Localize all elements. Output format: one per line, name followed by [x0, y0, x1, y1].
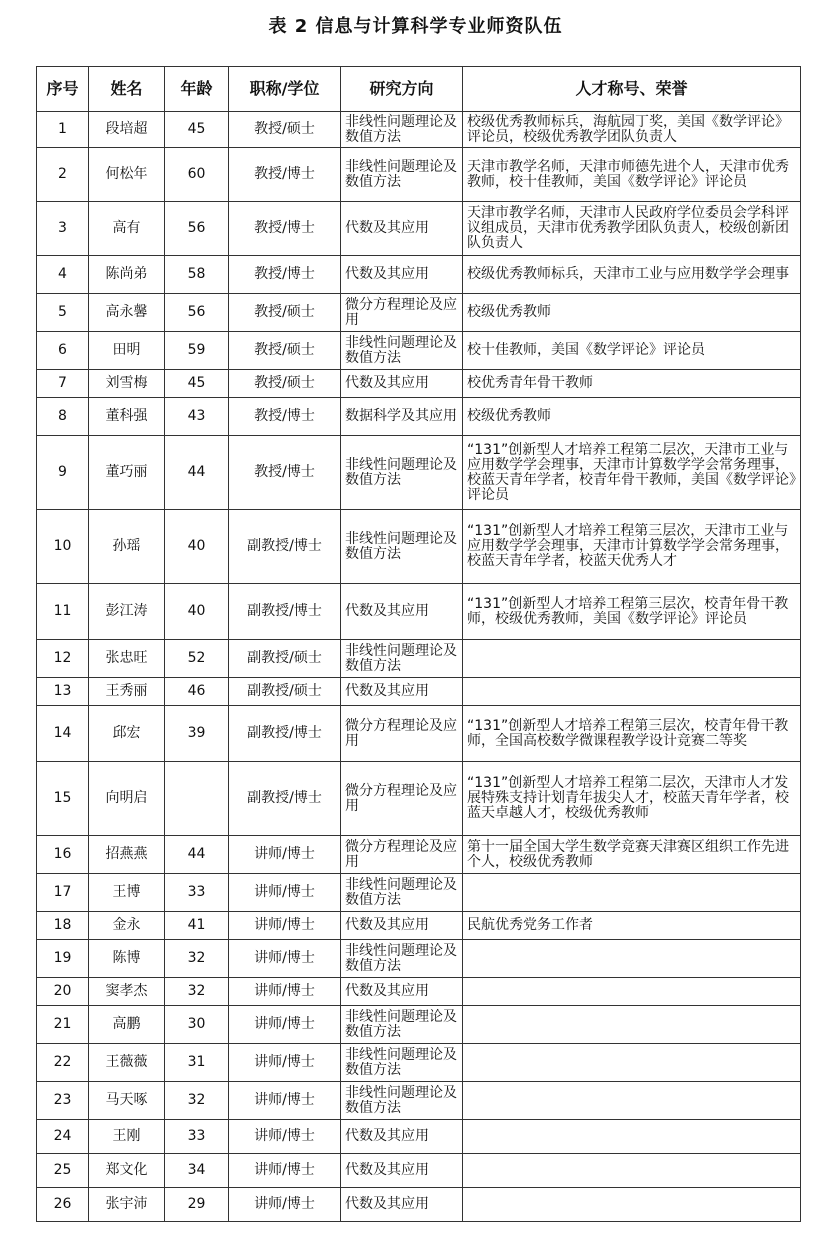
cell-title-degree: 讲师/博士: [229, 912, 341, 940]
cell-honors: 校级优秀教师标兵，天津市工业与应用数学学会理事: [463, 256, 801, 294]
cell-research-direction: 微分方程理论及应用: [341, 706, 463, 762]
cell-honors: 校十佳教师，美国《数学评论》评论员: [463, 332, 801, 370]
cell-index: 23: [37, 1082, 89, 1120]
cell-honors: 天津市教学名师，天津市师德先进个人，天津市优秀教师，校十佳教师，美国《数学评论》评论员: [463, 148, 801, 202]
cell-age: 40: [165, 510, 229, 584]
header-index: 序号: [37, 67, 89, 112]
cell-research-direction: 数据科学及其应用: [341, 398, 463, 436]
cell-name: 金永: [89, 912, 165, 940]
cell-title-degree: 副教授/硕士: [229, 678, 341, 706]
cell-name: 邱宏: [89, 706, 165, 762]
cell-research-direction: 非线性问题理论及数值方法: [341, 940, 463, 978]
table-row: [37, 678, 801, 706]
cell-research-direction: 代数及其应用: [341, 678, 463, 706]
cell-index: 6: [37, 332, 89, 370]
cell-index: 5: [37, 294, 89, 332]
cell-name: 王刚: [89, 1120, 165, 1154]
cell-index: 19: [37, 940, 89, 978]
cell-honors: [463, 1154, 801, 1188]
cell-name: 高有: [89, 202, 165, 256]
cell-age: 33: [165, 874, 229, 912]
cell-title-degree: 教授/博士: [229, 256, 341, 294]
cell-age: 44: [165, 436, 229, 510]
cell-research-direction: 非线性问题理论及数值方法: [341, 874, 463, 912]
cell-name: 招燕燕: [89, 836, 165, 874]
cell-age: 33: [165, 1120, 229, 1154]
cell-title-degree: 讲师/博士: [229, 1044, 341, 1082]
cell-title-degree: 讲师/博士: [229, 978, 341, 1006]
cell-title-degree: 副教授/博士: [229, 762, 341, 836]
table-row: [37, 436, 801, 510]
cell-title-degree: 讲师/博士: [229, 940, 341, 978]
cell-index: 14: [37, 706, 89, 762]
cell-research-direction: 非线性问题理论及数值方法: [341, 1006, 463, 1044]
cell-honors: “131”创新型人才培养工程第二层次，天津市人才发展特殊支持计划青年拔尖人才，校蓝天青年学者，校蓝天卓越人才，校级优秀教师: [463, 762, 801, 836]
cell-name: 郑文化: [89, 1154, 165, 1188]
table-row: [37, 294, 801, 332]
cell-title-degree: 教授/博士: [229, 436, 341, 510]
cell-research-direction: 代数及其应用: [341, 912, 463, 940]
cell-index: 8: [37, 398, 89, 436]
cell-age: 46: [165, 678, 229, 706]
table-row: [37, 874, 801, 912]
table-row: [37, 1188, 801, 1222]
cell-research-direction: 代数及其应用: [341, 1188, 463, 1222]
cell-honors: “131”创新型人才培养工程第三层次，天津市工业与应用数学学会理事，天津市计算数学学会常务理事，校蓝天青年学者，校蓝天优秀人才: [463, 510, 801, 584]
table-row: [37, 370, 801, 398]
table-row: [37, 1006, 801, 1044]
cell-research-direction: 非线性问题理论及数值方法: [341, 640, 463, 678]
cell-name: 孙瑶: [89, 510, 165, 584]
table-row: [37, 1082, 801, 1120]
cell-name: 段培超: [89, 112, 165, 148]
cell-name: 马天啄: [89, 1082, 165, 1120]
cell-age: 59: [165, 332, 229, 370]
cell-research-direction: 代数及其应用: [341, 584, 463, 640]
cell-name: 陈博: [89, 940, 165, 978]
cell-name: 董科强: [89, 398, 165, 436]
table-row: [37, 1154, 801, 1188]
cell-title-degree: 教授/硕士: [229, 112, 341, 148]
cell-age: 60: [165, 148, 229, 202]
cell-age: 40: [165, 584, 229, 640]
cell-name: 高永馨: [89, 294, 165, 332]
cell-research-direction: 非线性问题理论及数值方法: [341, 510, 463, 584]
cell-research-direction: 微分方程理论及应用: [341, 836, 463, 874]
cell-age: 30: [165, 1006, 229, 1044]
cell-index: 16: [37, 836, 89, 874]
cell-honors: [463, 1188, 801, 1222]
cell-name: 王薇薇: [89, 1044, 165, 1082]
cell-title-degree: 副教授/博士: [229, 584, 341, 640]
cell-name: 刘雪梅: [89, 370, 165, 398]
cell-index: 3: [37, 202, 89, 256]
header-age: 年龄: [165, 67, 229, 112]
cell-research-direction: 非线性问题理论及数值方法: [341, 1044, 463, 1082]
cell-honors: “131”创新型人才培养工程第二层次，天津市工业与应用数学学会理事，天津市计算数学学会常务理事，校蓝天青年学者，校青年骨干教师，美国《数学评论》评论员: [463, 436, 801, 510]
faculty-table: [36, 66, 801, 1222]
cell-research-direction: 非线性问题理论及数值方法: [341, 112, 463, 148]
cell-title-degree: 副教授/博士: [229, 706, 341, 762]
cell-honors: 第十一届全国大学生数学竞赛天津赛区组织工作先进个人，校级优秀教师: [463, 836, 801, 874]
cell-index: 20: [37, 978, 89, 1006]
cell-honors: “131”创新型人才培养工程第三层次，校青年骨干教师，校级优秀教师，美国《数学评论》评论员: [463, 584, 801, 640]
cell-honors: 校级优秀教师: [463, 398, 801, 436]
cell-honors: [463, 940, 801, 978]
cell-title-degree: 讲师/博士: [229, 1188, 341, 1222]
cell-index: 22: [37, 1044, 89, 1082]
cell-research-direction: 非线性问题理论及数值方法: [341, 148, 463, 202]
cell-honors: [463, 1120, 801, 1154]
cell-name: 张宇沛: [89, 1188, 165, 1222]
cell-research-direction: 代数及其应用: [341, 370, 463, 398]
header-title-degree: 职称/学位: [229, 67, 341, 112]
cell-research-direction: 非线性问题理论及数值方法: [341, 1082, 463, 1120]
cell-honors: 天津市教学名师，天津市人民政府学位委员会学科评议组成员，天津市优秀教学团队负责人，校级创新团队负责人: [463, 202, 801, 256]
cell-research-direction: 微分方程理论及应用: [341, 294, 463, 332]
cell-research-direction: 非线性问题理论及数值方法: [341, 332, 463, 370]
cell-index: 18: [37, 912, 89, 940]
cell-honors: 校优秀青年骨干教师: [463, 370, 801, 398]
cell-index: 1: [37, 112, 89, 148]
cell-age: [165, 762, 229, 836]
cell-index: 25: [37, 1154, 89, 1188]
cell-age: 41: [165, 912, 229, 940]
cell-age: 34: [165, 1154, 229, 1188]
table-row: [37, 1120, 801, 1154]
cell-index: 7: [37, 370, 89, 398]
cell-name: 窦孝杰: [89, 978, 165, 1006]
table-row: [37, 332, 801, 370]
cell-index: 13: [37, 678, 89, 706]
cell-title-degree: 讲师/博士: [229, 1082, 341, 1120]
cell-honors: [463, 640, 801, 678]
cell-title-degree: 教授/博士: [229, 202, 341, 256]
cell-index: 2: [37, 148, 89, 202]
page-title: 表 2 信息与计算科学专业师资队伍: [268, 16, 563, 37]
table-row: [37, 836, 801, 874]
cell-honors: 校级优秀教师: [463, 294, 801, 332]
cell-name: 张忠旺: [89, 640, 165, 678]
cell-title-degree: 讲师/博士: [229, 1154, 341, 1188]
cell-age: 45: [165, 112, 229, 148]
table-row: [37, 584, 801, 640]
table-row: [37, 112, 801, 148]
cell-age: 43: [165, 398, 229, 436]
header-honors: 人才称号、荣誉: [463, 67, 801, 112]
cell-age: 32: [165, 978, 229, 1006]
cell-name: 田明: [89, 332, 165, 370]
cell-age: 31: [165, 1044, 229, 1082]
table-header-row: [37, 67, 801, 112]
cell-index: 11: [37, 584, 89, 640]
table-row: [37, 762, 801, 836]
cell-title-degree: 教授/硕士: [229, 294, 341, 332]
table-row: [37, 706, 801, 762]
cell-research-direction: 代数及其应用: [341, 1154, 463, 1188]
cell-title-degree: 教授/硕士: [229, 332, 341, 370]
cell-honors: [463, 1082, 801, 1120]
cell-index: 24: [37, 1120, 89, 1154]
cell-title-degree: 讲师/博士: [229, 836, 341, 874]
table-row: [37, 202, 801, 256]
cell-age: 44: [165, 836, 229, 874]
table-row: [37, 256, 801, 294]
cell-research-direction: 代数及其应用: [341, 978, 463, 1006]
cell-honors: “131”创新型人才培养工程第三层次，校青年骨干教师，全国高校数学微课程教学设计竞赛二等奖: [463, 706, 801, 762]
table-row: [37, 640, 801, 678]
table-row: [37, 148, 801, 202]
table-row: [37, 940, 801, 978]
cell-title-degree: 讲师/博士: [229, 1120, 341, 1154]
cell-name: 彭江涛: [89, 584, 165, 640]
cell-name: 何松年: [89, 148, 165, 202]
cell-age: 39: [165, 706, 229, 762]
cell-honors: 民航优秀党务工作者: [463, 912, 801, 940]
table-row: [37, 912, 801, 940]
cell-index: 10: [37, 510, 89, 584]
cell-research-direction: 代数及其应用: [341, 256, 463, 294]
cell-research-direction: 非线性问题理论及数值方法: [341, 436, 463, 510]
cell-honors: [463, 874, 801, 912]
cell-honors: [463, 1044, 801, 1082]
cell-name: 王秀丽: [89, 678, 165, 706]
table-row: [37, 398, 801, 436]
cell-title-degree: 教授/博士: [229, 398, 341, 436]
cell-age: 56: [165, 202, 229, 256]
cell-index: 26: [37, 1188, 89, 1222]
cell-age: 29: [165, 1188, 229, 1222]
header-name: 姓名: [89, 67, 165, 112]
cell-age: 52: [165, 640, 229, 678]
cell-index: 21: [37, 1006, 89, 1044]
cell-research-direction: 代数及其应用: [341, 202, 463, 256]
cell-title-degree: 讲师/博士: [229, 1006, 341, 1044]
cell-title-degree: 教授/博士: [229, 148, 341, 202]
cell-age: 56: [165, 294, 229, 332]
cell-honors: [463, 678, 801, 706]
cell-title-degree: 副教授/博士: [229, 510, 341, 584]
cell-name: 向明启: [89, 762, 165, 836]
cell-title-degree: 讲师/博士: [229, 874, 341, 912]
table-row: [37, 978, 801, 1006]
cell-index: 12: [37, 640, 89, 678]
cell-title-degree: 教授/硕士: [229, 370, 341, 398]
cell-index: 15: [37, 762, 89, 836]
cell-index: 4: [37, 256, 89, 294]
cell-name: 董巧丽: [89, 436, 165, 510]
table-row: [37, 1044, 801, 1082]
cell-index: 17: [37, 874, 89, 912]
cell-honors: 校级优秀教师标兵，海航园丁奖，美国《数学评论》评论员，校级优秀教学团队负责人: [463, 112, 801, 148]
cell-honors: [463, 1006, 801, 1044]
header-research-direction: 研究方向: [341, 67, 463, 112]
cell-name: 陈尚弟: [89, 256, 165, 294]
cell-research-direction: 代数及其应用: [341, 1120, 463, 1154]
cell-age: 32: [165, 1082, 229, 1120]
cell-index: 9: [37, 436, 89, 510]
cell-age: 32: [165, 940, 229, 978]
cell-title-degree: 副教授/硕士: [229, 640, 341, 678]
cell-name: 高鹏: [89, 1006, 165, 1044]
table-row: [37, 510, 801, 584]
cell-name: 王博: [89, 874, 165, 912]
cell-research-direction: 微分方程理论及应用: [341, 762, 463, 836]
cell-age: 58: [165, 256, 229, 294]
cell-honors: [463, 978, 801, 1006]
cell-age: 45: [165, 370, 229, 398]
